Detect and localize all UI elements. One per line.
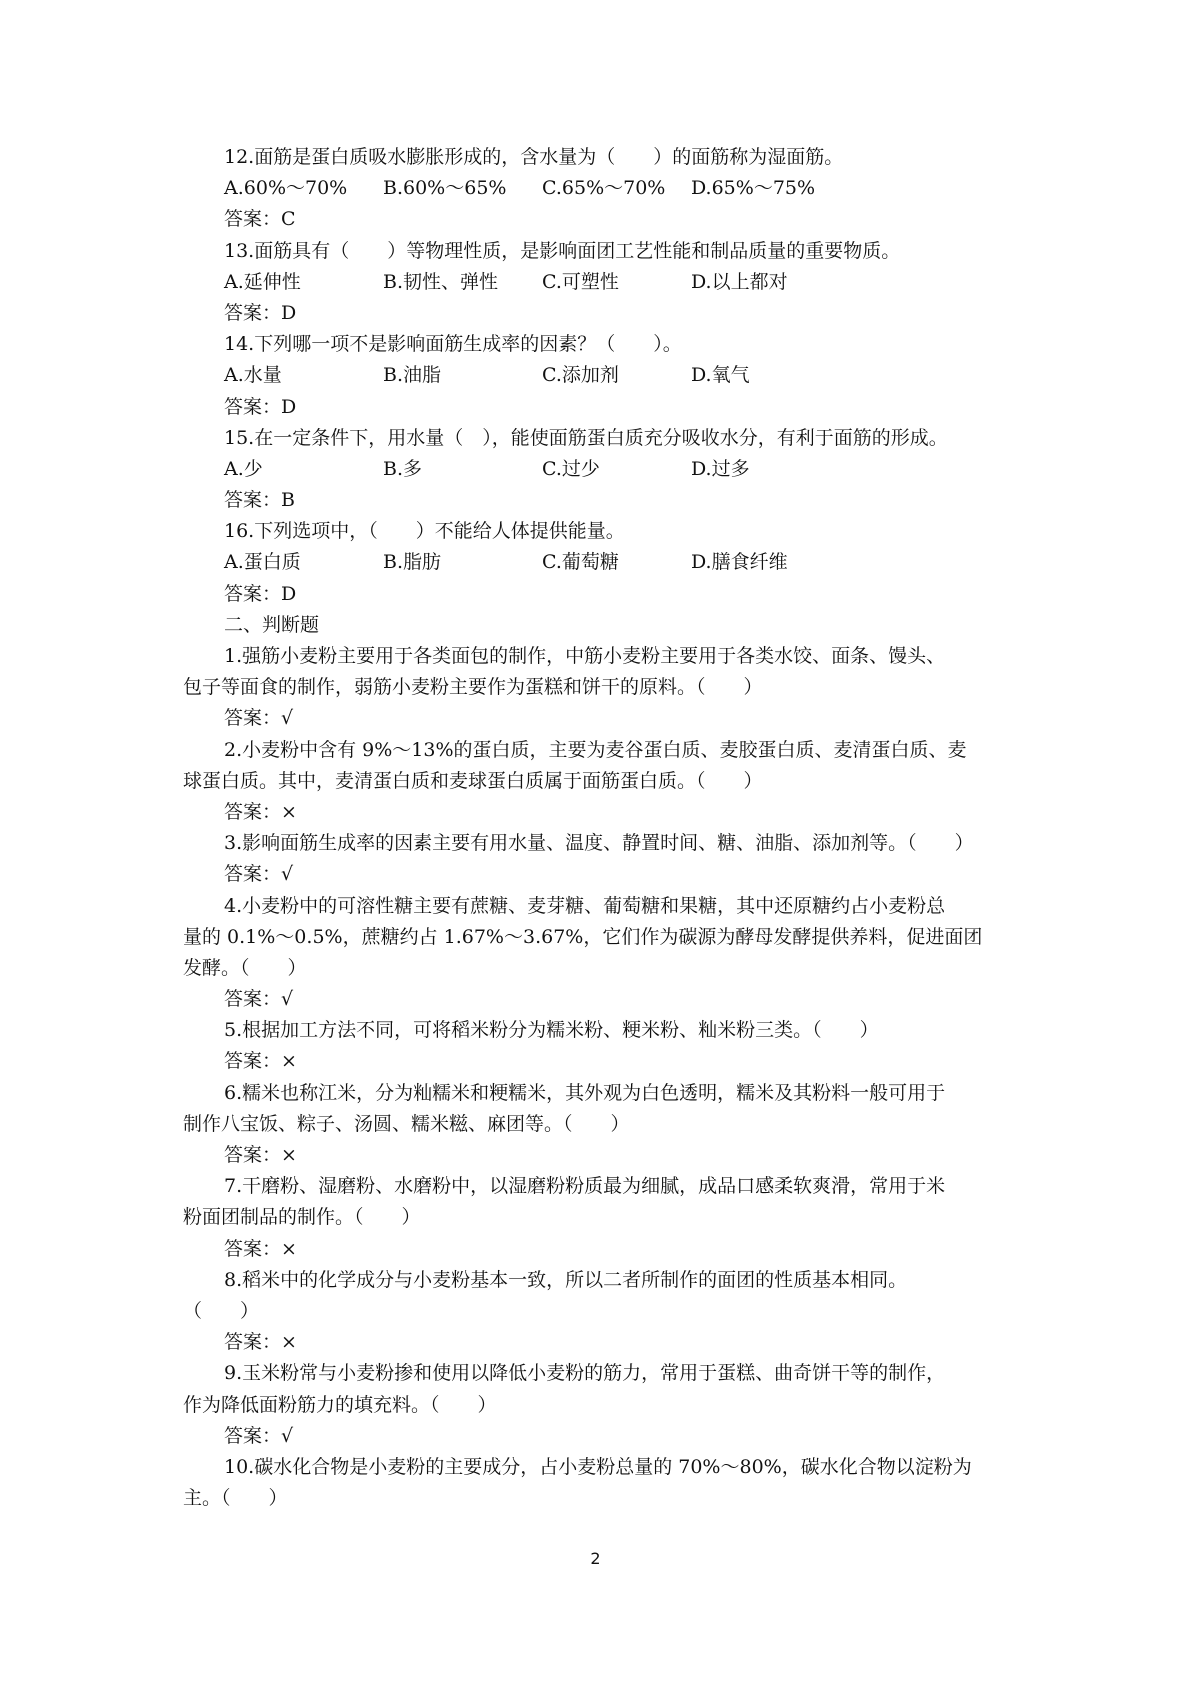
answer: 答案：× — [224, 1331, 297, 1354]
question-line: 包子等面食的制作，弱筋小麦粉主要作为蛋糕和饼干的原料。（ ） — [183, 676, 763, 699]
option-c: C.过少 — [542, 457, 600, 480]
answer: 答案：× — [224, 1050, 297, 1073]
question-line: 9.玉米粉常与小麦粉掺和使用以降低小麦粉的筋力，常用于蛋糕、曲奇饼干等的制作， — [224, 1362, 946, 1385]
judgment-question-9 — [183, 1358, 1015, 1452]
option-c: C.葡萄糖 — [542, 551, 619, 574]
answer: 答案：√ — [224, 988, 294, 1011]
answer: 答案：√ — [224, 707, 294, 730]
option-d: D.膳食纤维 — [691, 551, 788, 574]
choice-question-16 — [183, 516, 1015, 610]
question-line: 量的 0.1%～0.5%，蔗糖约占 1.67%～3.67%，它们作为碳源为酵母发酵提供养料，促进面团 — [183, 925, 983, 948]
question-line: 球蛋白质。其中，麦清蛋白质和麦球蛋白质属于面筋蛋白质。（ ） — [183, 769, 763, 792]
question-text: 13.面筋具有（ ）等物理性质，是影响面团工艺性能和制品质量的重要物质。 — [224, 239, 901, 262]
option-d: D.氧气 — [691, 364, 750, 387]
choice-question-14 — [183, 329, 1015, 423]
option-row — [183, 173, 1015, 204]
option-c: C.65%～70% — [542, 177, 666, 200]
option-row — [183, 547, 1015, 578]
section-heading: 二、判断题 — [224, 613, 320, 636]
option-row — [183, 360, 1015, 391]
option-b: B.60%～65% — [383, 177, 507, 200]
question-text: 16.下列选项中，（ ）不能给人体提供能量。 — [224, 520, 625, 543]
question-line: 6.糯米也称江米，分为籼糯米和粳糯米，其外观为白色透明，糯米及其粉料一般可用于 — [224, 1081, 946, 1104]
choice-question-13 — [183, 236, 1015, 330]
answer: 答案：× — [224, 1237, 297, 1260]
question-line: 8.稻米中的化学成分与小麦粉基本一致，所以二者所制作的面团的性质基本相同。 — [224, 1268, 908, 1291]
option-b: B.多 — [383, 457, 423, 480]
option-row — [183, 454, 1015, 485]
answer: 答案：√ — [224, 1424, 294, 1447]
answer: 答案：B — [224, 489, 295, 512]
page-body — [183, 142, 1015, 1514]
judgment-question-1 — [183, 641, 1015, 735]
question-text: 14.下列哪一项不是影响面筋生成率的因素？（ ）。 — [224, 333, 682, 356]
question-text: 12.面筋是蛋白质吸水膨胀形成的，含水量为（ ）的面筋称为湿面筋。 — [224, 146, 844, 168]
option-d: D.以上都对 — [691, 270, 788, 293]
page-number: 2 — [590, 1549, 601, 1568]
judgment-question-6 — [183, 1078, 1015, 1172]
judgment-question-2 — [183, 735, 1015, 829]
question-line: 发酵。（ ） — [183, 956, 307, 979]
judgment-question-10 — [183, 1452, 1015, 1514]
question-line: 10.碳水化合物是小麦粉的主要成分，占小麦粉总量的 70%～80%，碳水化合物以淀粉为 — [224, 1455, 972, 1478]
question-line: 粉面团制品的制作。（ ） — [183, 1206, 421, 1229]
option-a: A.蛋白质 — [224, 551, 301, 574]
option-a: A.延伸性 — [224, 270, 301, 293]
option-a: A.水量 — [224, 364, 282, 387]
choice-question-15 — [183, 423, 1015, 517]
answer: 答案：× — [224, 800, 297, 823]
question-text: 15.在一定条件下，用水量（ ），能使面筋蛋白质充分吸收水分，有利于面筋的形成。 — [224, 426, 948, 449]
answer: 答案：D — [224, 301, 297, 324]
question-line: （ ） — [183, 1299, 260, 1322]
answer: 答案：C — [224, 208, 296, 231]
option-a: A.60%～70% — [224, 177, 348, 200]
option-c: C.可塑性 — [542, 270, 619, 293]
question-line: 1.强筋小麦粉主要用于各类面包的制作，中筋小麦粉主要用于各类水饺、面条、馒头、 — [224, 645, 946, 667]
option-a: A.少 — [224, 457, 263, 480]
choice-question-12 — [183, 142, 1015, 236]
judgment-question-4 — [183, 891, 1015, 1016]
question-line: 5.根据加工方法不同，可将稻米粉分为糯米粉、粳米粉、籼米粉三类。（ ） — [224, 1019, 879, 1042]
question-line: 2.小麦粉中含有 9%～13%的蛋白质，主要为麦谷蛋白质、麦胶蛋白质、麦清蛋白质、麦 — [224, 738, 967, 761]
option-b: B.韧性、弹性 — [383, 270, 499, 293]
question-line: 3.影响面筋生成率的因素主要有用水量、温度、静置时间、糖、油脂、添加剂等。（ ） — [224, 832, 974, 855]
question-line: 主。（ ） — [183, 1487, 288, 1510]
judgment-question-8 — [183, 1265, 1015, 1359]
option-c: C.添加剂 — [542, 364, 619, 387]
option-d: D.65%～75% — [691, 177, 816, 200]
question-line: 作为降低面粉筋力的填充料。（ ） — [183, 1393, 497, 1416]
option-d: D.过多 — [691, 457, 750, 480]
answer: 答案：D — [224, 582, 297, 605]
option-row — [183, 267, 1015, 298]
option-b: B.油脂 — [383, 364, 442, 387]
answer: 答案：× — [224, 1144, 297, 1166]
answer: 答案：√ — [224, 863, 294, 886]
answer: 答案：D — [224, 395, 297, 418]
question-line: 7.干磨粉、湿磨粉、水磨粉中，以湿磨粉粉质最为细腻，成品口感柔软爽滑，常用于米 — [224, 1175, 946, 1198]
judgment-question-5 — [183, 1015, 1015, 1077]
judgment-question-3 — [183, 828, 1015, 890]
option-b: B.脂肪 — [383, 551, 442, 574]
question-line: 4.小麦粉中的可溶性糖主要有蔗糖、麦芽糖、葡萄糖和果糖，其中还原糖约占小麦粉总 — [224, 894, 946, 917]
judgment-question-7 — [183, 1171, 1015, 1265]
question-line: 制作八宝饭、粽子、汤圆、糯米糍、麻团等。（ ） — [183, 1112, 630, 1135]
